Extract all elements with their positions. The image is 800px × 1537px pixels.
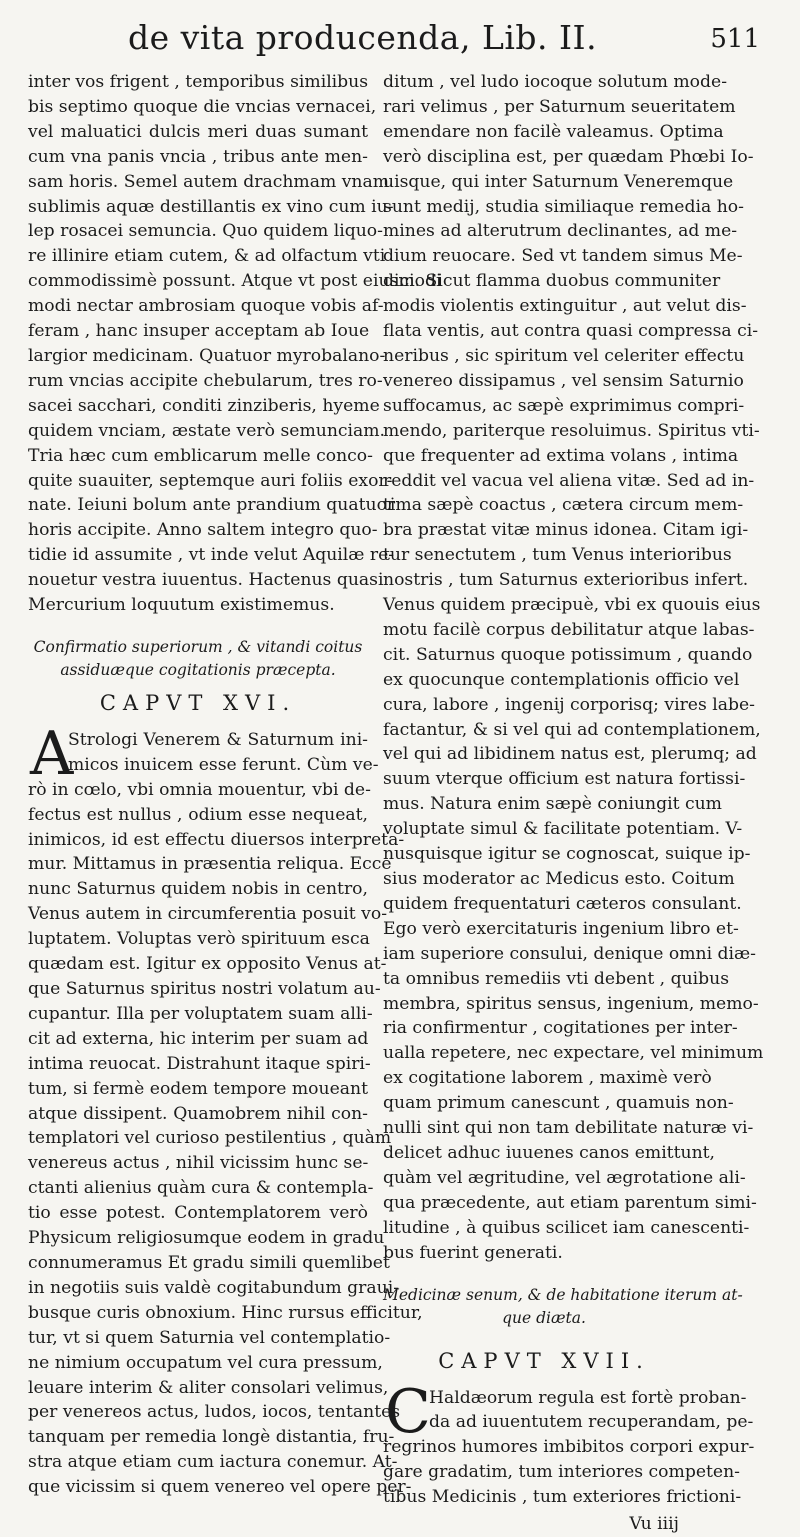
text-line: feram , hanc insuper acceptam ab Ioue: [28, 321, 370, 342]
text-line: cura, labore , ingenij corporisq; vires labe-: [383, 694, 755, 715]
text-line: ualla repetere, nec expectare, vel minimum: [383, 1043, 764, 1064]
text-line: motu facilè corpus debilitatur atque labas-: [383, 619, 755, 640]
summary-line: Confirmatio superiorum , & vitandi coitus: [33, 637, 363, 656]
text-line: modi nectar ambrosiam quoque vobis af-: [28, 296, 384, 317]
chapter-summary: [28, 636, 368, 682]
text-line: Tria hæc cum emblicarum melle conco-: [28, 445, 373, 466]
text-line: rari velimus , per Saturnum seueritatem: [383, 96, 736, 117]
text-line: Venus quidem præcipuè, vbi ex quouis eius: [383, 595, 761, 616]
text-line: mendo, pariterque resoluimus. Spiritus vti-: [383, 420, 760, 441]
text-line: gare gradatim, tum interiores competen-: [383, 1462, 740, 1483]
text-line: tidie id assumite , vt inde velut Aquilæ re-: [28, 545, 395, 566]
text-line: rum vncias accipite chebularum, tres ro-: [28, 370, 383, 391]
text-line: que vicissim si quem venereo vel opere per-: [28, 1477, 412, 1498]
text-line: re illinire etiam cutem, & ad olfactum vti: [28, 246, 386, 267]
text-line: cum vna panis vncia , tribus ante men-: [28, 146, 368, 167]
text-line: atque dissipent. Quamobrem nihil con-: [28, 1103, 368, 1124]
text-line: delicet adhuc iuuenes canos emittunt,: [383, 1142, 716, 1163]
text-line: dium reuocare. Sed vt tandem simus Me-: [383, 246, 743, 267]
text-line: Ego verò exercitaturis ingenium libro et-: [383, 918, 739, 939]
text-line: iam superiore consului, denique omni diæ-: [383, 943, 756, 964]
text-line: Strologi Venerem & Saturnum ini-: [68, 729, 368, 750]
text-line: voluptate simul & facilitate potentiam. V-: [383, 819, 743, 840]
text-line: ditum , vel ludo iocoque solutum mode-: [383, 72, 728, 92]
text-line: suffocamus, ac sæpè exprimimus compri-: [383, 395, 745, 416]
text-line: Haldæorum regula est fortè proban-: [429, 1387, 747, 1408]
text-line: uisque, qui inter Saturnum Veneremque: [383, 171, 734, 192]
text-line: qua præcedente, aut etiam parentum simi-: [383, 1192, 757, 1213]
text-line: micos inuicem esse ferunt. Cùm ve-: [68, 754, 379, 775]
text-line: commodissimè possunt. Atque vt post eiusmodi: [28, 271, 442, 292]
text-line: lep rosacei semuncia. Quo quidem liquo-: [28, 221, 383, 242]
text-line: inter vos frigent , temporibus similibus: [28, 72, 369, 92]
drop-initial: C: [385, 1376, 431, 1447]
chapter-summary: [383, 1284, 743, 1330]
text-paragraph: [28, 70, 442, 618]
text-line: leuare interim & aliter consolari velimus,: [28, 1377, 389, 1398]
summary-line: que diæta.: [502, 1308, 586, 1327]
text-line: luptatem. Voluptas verò spirituum esca: [28, 929, 370, 950]
text-line: sacei sacchari, conditi zinziberis, hyeme: [28, 395, 380, 416]
text-line: quædam est. Igitur ex opposito Venus at-: [28, 954, 387, 975]
text-line: suum vterque officium est natura fortissi-: [383, 769, 746, 790]
text-line: tibus Medicinis , tum exteriores frictioni-: [383, 1487, 742, 1508]
text-line: modis violentis extinguitur , aut velut dis-: [383, 296, 747, 317]
text-line: cit ad externa, hic interim per suam ad: [28, 1028, 369, 1049]
drop-initial: A: [30, 718, 74, 789]
text-line: sam horis. Semel autem drachmam vnam: [28, 171, 390, 192]
text-line: per venereos actus, ludos, iocos, tentantes: [28, 1402, 401, 1423]
chapter-paragraph: [383, 1376, 755, 1511]
text-line: quidem vnciam, æstate verò semunciam.: [28, 420, 386, 441]
text-line: busque curis obnoxium. Hinc rursus efficitur,: [28, 1302, 423, 1323]
text-line: nouetur vestra iuuentus. Hactenus quasi: [28, 570, 384, 591]
text-line: quam primum canescunt , quamuis non-: [383, 1093, 734, 1114]
text-line: nostris , tum Saturnus exterioribus infert.: [383, 570, 749, 591]
chapter-heading: CAPVT XVII.: [438, 1348, 650, 1373]
running-head: de vita producenda, Lib. II.: [128, 18, 598, 57]
text-line: regrinos humores imbibitos corpori expur-: [383, 1437, 755, 1458]
text-line: horis accipite. Anno saltem integro quo-: [28, 520, 378, 541]
text-line: tima sæpè coactus , cætera circum mem-: [383, 495, 744, 516]
text-line: bus fuerint generati.: [383, 1242, 563, 1263]
page-number: 511: [710, 24, 760, 54]
text-line: templatori vel curioso pestilentius , quàm: [28, 1128, 392, 1149]
text-line: mur. Mittamus in præsentia reliqua. Ecce: [28, 854, 392, 875]
text-line: bis septimo quoque die vncias vernacei,: [28, 96, 377, 117]
text-line: inimicos, id est effectu diuersos interpreta-: [28, 829, 405, 850]
text-line: nate. Ieiuni bolum ante prandium quatuor: [28, 495, 396, 516]
text-line: ex cogitatione laborem , maximè verò: [383, 1068, 712, 1089]
text-line: connumeramus Et gradu simili quemlibet: [28, 1252, 390, 1273]
text-line: quite suauiter, septemque auri foliis exor-: [28, 470, 393, 491]
text-line: cupantur. Illa per voluptatem suam alli-: [28, 1003, 373, 1024]
text-line: mus. Natura enim sæpè coniungit cum: [383, 794, 722, 815]
text-line: ne nimium occupatum vel cura pressum,: [28, 1352, 383, 1373]
text-line: ex quocunque contemplationis officio vel: [383, 669, 740, 690]
text-line: quidem frequentaturi cæteros consulant.: [383, 893, 742, 914]
text-line: Physicum religiosumque eodem in gradu: [28, 1228, 385, 1249]
text-line: cit. Saturnus quoque potissimum , quando: [383, 644, 753, 665]
text-line: da ad iuuentutem recuperandam, pe-: [429, 1412, 754, 1433]
text-line: sunt medij, studia similiaque remedia ho-: [383, 196, 744, 217]
text-line: flata ventis, aut contra quasi compressa ci-: [383, 321, 759, 342]
text-line: vel maluatici dulcis meri duas sumant: [28, 121, 368, 142]
chapter-heading: CAPVT XVI.: [99, 690, 297, 715]
text-line: emendare non facilè valeamus. Optima: [383, 121, 724, 142]
text-paragraph: [383, 70, 764, 1266]
text-line: venereo dissipamus , vel sensim Saturnio: [383, 370, 744, 391]
text-line: vel qui ad libidinem natus est, plerumq; ad: [383, 744, 757, 765]
text-line: Venus autem in circumferentia posuit vo-: [28, 904, 388, 925]
text-line: Mercurium loquutum existimemus.: [28, 595, 335, 616]
text-line: ria confirmentur , cogitationes per inter-: [383, 1018, 738, 1039]
text-line: tio esse potest. Contemplatorem verò: [28, 1203, 368, 1224]
summary-line: assiduæque cogitationis præcepta.: [60, 660, 336, 679]
signature-catchword: Vu iiij: [629, 1514, 679, 1535]
text-line: sius moderator ac Medicus esto. Coitum: [383, 869, 735, 889]
text-line: verò disciplina est, per quædam Phœbi Io-: [383, 146, 754, 167]
text-line: quàm vel ægritudine, vel ægrotatione ali-: [383, 1167, 746, 1188]
text-line: rò in cœlo, vbi omnia mouentur, vbi de-: [28, 779, 371, 800]
text-line: tur, vt si quem Saturnia vel contemplatio-: [28, 1327, 391, 1348]
text-line: largior medicinam. Quatuor myrobalano-: [28, 345, 386, 366]
text-line: sublimis aquæ destillantis ex vino cum iu-: [28, 196, 394, 217]
text-line: dici. Sicut flamma duobus communiter: [383, 271, 721, 292]
text-line: neribus , sic spiritum vel celeriter effectu: [383, 345, 745, 366]
text-line: ctanti alienius quàm cura & contempla-: [28, 1178, 374, 1199]
chapter-paragraph: [28, 718, 423, 1500]
summary-line: Medicinæ senum, & de habitatione iterum at-: [383, 1285, 743, 1304]
text-line: venereus actus , nihil vicissim hunc se-: [28, 1153, 369, 1174]
text-line: reddit vel vacua vel aliena vitæ. Sed ad in-: [383, 470, 755, 491]
left-column: [28, 70, 442, 1500]
text-line: stra atque etiam cum iactura conemur. At-: [28, 1452, 398, 1473]
text-line: ta omnibus remediis vti debent , quibus: [383, 968, 730, 989]
text-line: tum, si fermè eodem tempore moueant: [28, 1078, 368, 1099]
text-line: mines ad alterutrum declinantes, ad me-: [383, 221, 738, 242]
text-line: que frequenter ad extima volans , intima: [383, 445, 739, 466]
text-line: nulli sint qui non tam debilitate naturæ vi-: [383, 1118, 754, 1139]
text-line: membra, spiritus sensus, ingenium, memo-: [383, 993, 759, 1014]
text-line: factantur, & si vel qui ad contemplationem,: [383, 719, 761, 740]
text-line: in negotiis suis valdè cogitabundum graui-: [28, 1277, 400, 1298]
text-line: nusquisque igitur se cognoscat, suique ip-: [383, 844, 751, 865]
text-line: que Saturnus spiritus nostri volatum au-: [28, 979, 381, 999]
text-line: nunc Saturnus quidem nobis in centro,: [28, 879, 368, 900]
text-line: tanquam per remedia longè distantia, fru-: [28, 1427, 395, 1448]
text-line: tur senectutem , tum Venus interioribus: [383, 545, 732, 566]
right-column: [383, 70, 764, 1537]
text-line: fectus est nullus , odium esse nequeat,: [28, 804, 368, 825]
text-line: litudine , à quibus scilicet iam canescenti-: [383, 1217, 750, 1238]
text-line: intima reuocat. Distrahunt itaque spiri-: [28, 1053, 371, 1074]
text-line: bra præstat vitæ minus idonea. Citam igi-: [383, 520, 749, 541]
